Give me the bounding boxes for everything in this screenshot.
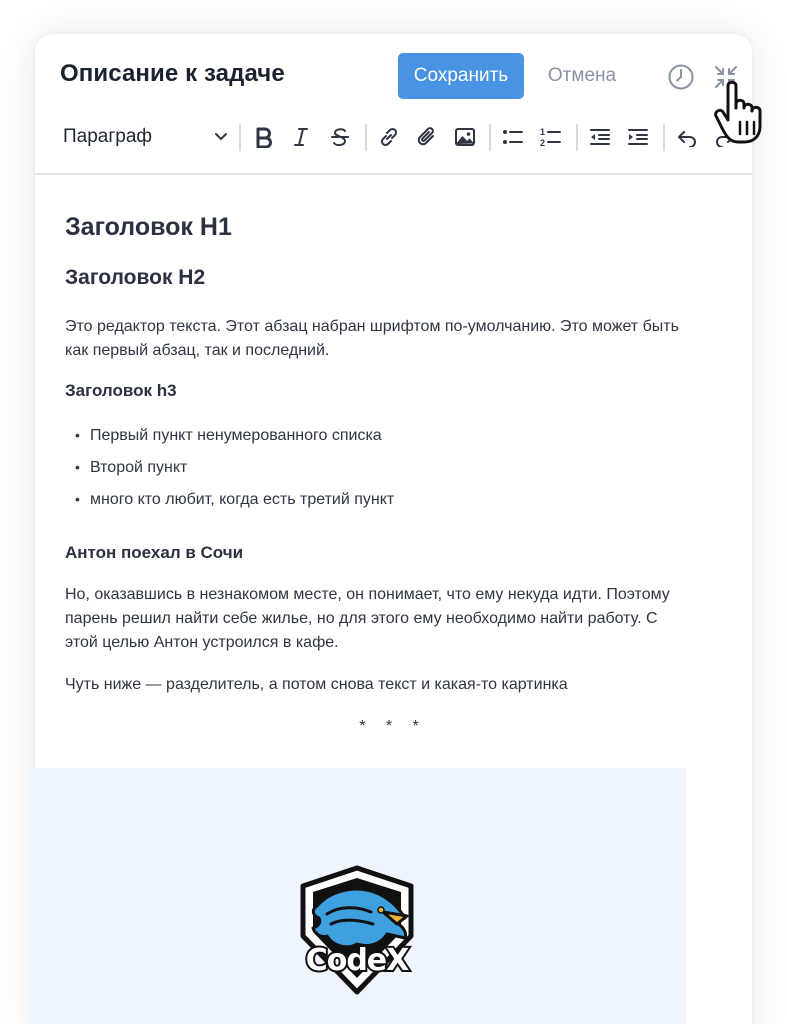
toolbar-divider (365, 124, 367, 151)
page-title: Описание к задаче (60, 60, 285, 87)
paragraph-2-line-2: парень решил найти себе жилье, но для этого ему необходимо найти работу. С (65, 610, 658, 627)
undo-button[interactable] (672, 121, 702, 153)
paperclip-icon (416, 126, 438, 148)
link-icon (378, 126, 400, 148)
image-icon (454, 127, 476, 147)
editor-header (35, 34, 752, 175)
heading-h1: Заголовок H1 (65, 213, 232, 241)
chevron-down-icon (214, 132, 228, 142)
paragraph-3: Чуть ниже — разделитель, а потом снова текст и какая-то картинка (65, 676, 568, 693)
delimiter: * * * (359, 718, 427, 735)
list-item: • много кто любит, когда есть третий пункт (90, 491, 394, 509)
bulleted-list-button[interactable] (498, 121, 528, 153)
block-format-select[interactable] (63, 120, 228, 154)
heading-h2: Заголовок H2 (65, 266, 206, 289)
heading-h4: Антон поехал в Сочи (65, 543, 244, 562)
indent-button[interactable] (623, 121, 653, 153)
paragraph-2-line-1: Но, оказавшись в незнакомом месте, он понимает, что ему некуда идти. Поэтому (65, 586, 670, 603)
logo-text: CodeX (305, 943, 409, 978)
save-button[interactable]: Сохранить (398, 53, 524, 99)
toolbar-divider (239, 124, 241, 151)
outdent-button[interactable] (585, 121, 615, 153)
numbered-list-button[interactable] (536, 121, 566, 153)
image-block[interactable] (29, 768, 686, 1024)
toolbar-divider (489, 124, 491, 151)
paragraph-1-line-1: Это редактор текста. Этот абзац набран шрифтом по-умолчанию. Это может быть (65, 318, 679, 335)
toolbar-divider (576, 124, 578, 151)
hand-cursor-icon (712, 78, 776, 146)
paragraph-1-line-2: как первый абзац, так и последний. (65, 342, 330, 359)
codex-logo (287, 864, 427, 1004)
strikethrough-button[interactable] (325, 121, 355, 153)
paragraph-2-line-3: этой целью Антон устроился в кафе. (65, 634, 339, 651)
italic-icon (292, 126, 310, 148)
numbered-list-icon (539, 126, 563, 148)
formatting-toolbar (35, 116, 752, 160)
image-button[interactable] (450, 121, 480, 153)
svg-text:2: 2 (540, 138, 546, 148)
attachment-button[interactable] (412, 121, 442, 153)
cancel-button[interactable]: Отмена (537, 53, 627, 99)
list-item: • Второй пункт (90, 459, 187, 477)
list-item: • Первый пункт ненумерованного списка (90, 427, 382, 445)
bold-icon (254, 126, 274, 148)
block-format-label: Параграф (63, 126, 153, 147)
bold-button[interactable] (249, 121, 279, 153)
bulleted-list-icon (501, 126, 525, 148)
history-icon[interactable] (667, 63, 695, 91)
italic-button[interactable] (286, 121, 316, 153)
svg-text:1: 1 (540, 127, 546, 137)
undo-icon (676, 127, 698, 147)
indent-icon (626, 126, 650, 148)
outdent-icon (588, 126, 612, 148)
strikethrough-icon (330, 126, 350, 148)
link-button[interactable] (374, 121, 404, 153)
toolbar-divider (663, 124, 665, 151)
heading-h3: Заголовок h3 (65, 381, 177, 400)
